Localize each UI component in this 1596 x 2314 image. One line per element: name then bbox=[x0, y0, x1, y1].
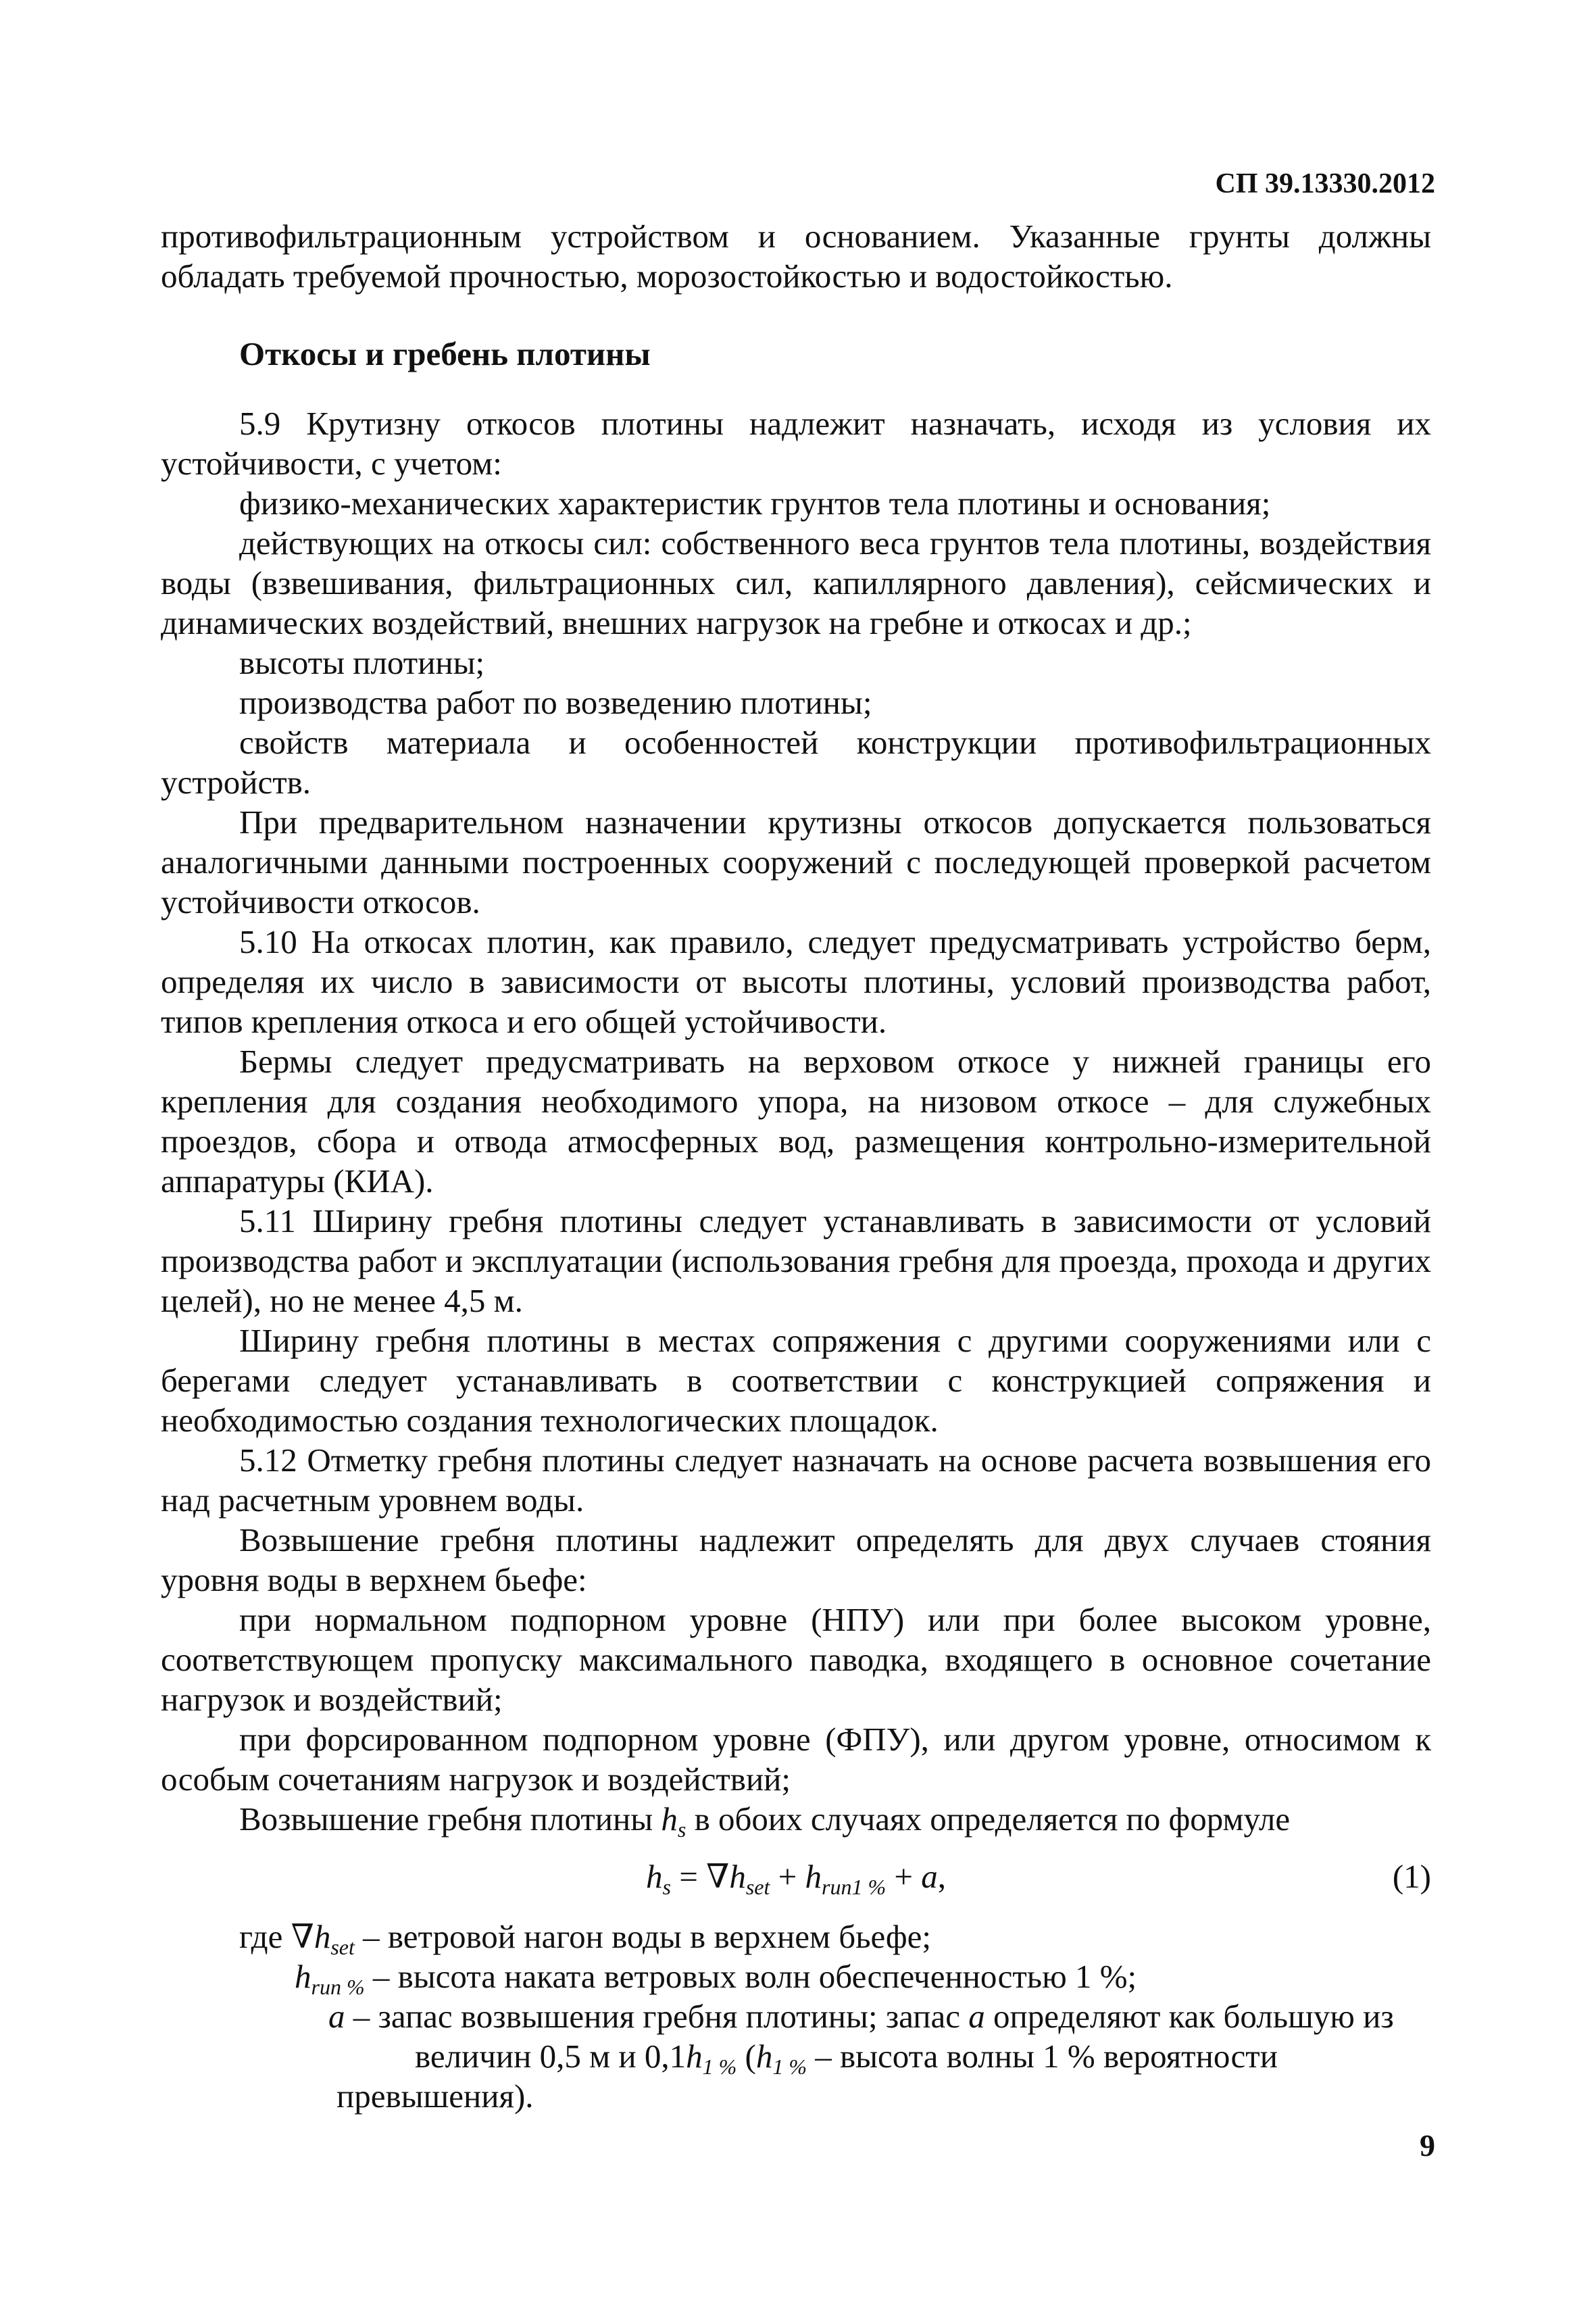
paragraph: Возвышение гребня плотины надлежит определять для двух случаев стояния уровня воды в верхнем бьефе: bbox=[161, 1521, 1431, 1598]
subscript: set bbox=[745, 1875, 770, 1899]
paragraph: 5.9 Крутизну откосов плотины надлежит назначать, исходя из условия их устойчивости, с учетом: bbox=[161, 405, 1431, 482]
paragraph: действующих на откосы сил: собственного веса грунтов тела плотины, воздействия воды (взвешивания, фильтрационных сил, капиллярного давления), сейсмических и динамических воздействий, внешних нагрузок на гребне и откосах и др.; bbox=[161, 524, 1431, 641]
formula-1 bbox=[161, 1856, 1431, 1899]
text: величин 0,5 м и 0,1 bbox=[415, 2038, 687, 2075]
where-item-a bbox=[161, 1996, 1431, 2036]
where-item-a-continued bbox=[161, 2036, 1431, 2116]
punctuation: , bbox=[937, 1858, 946, 1895]
text: где ∇ bbox=[239, 1918, 314, 1955]
subscript: 1 % bbox=[702, 2054, 737, 2079]
where-item-set bbox=[161, 1917, 1431, 1959]
paragraph: Бермы следует предусматривать на верховом откосе у нижней границы его крепления для создания необходимого упора, на низовом откосе – для служебных проездов, сбора и отвода атмосферных вод, размещения контрольно-измерительной аппаратуры (КИА). bbox=[161, 1043, 1431, 1200]
text: – высота наката ветровых волн обеспеченностью 1 %; bbox=[364, 1958, 1137, 1995]
variable: a bbox=[968, 1998, 985, 2035]
page-number: 9 bbox=[1420, 2128, 1435, 2163]
text: – высота волны 1 % вероятности превышения). bbox=[336, 2038, 1278, 2115]
formula-intro bbox=[161, 1799, 1431, 1842]
operator: = ∇ bbox=[670, 1858, 730, 1895]
paragraph: Ширину гребня плотины в местах сопряжения с другими сооружениями или с берегами следует устанавливать в соответствии с конструкцией сопряжения и необходимостью создания технологических площадок. bbox=[161, 1322, 1431, 1439]
section-title: Откосы и гребень плотины bbox=[239, 335, 651, 372]
subscript: run1 % bbox=[822, 1875, 887, 1899]
operator: + bbox=[770, 1858, 805, 1895]
paragraph: 5.12 Отметку гребня плотины следует назначать на основе расчета возвышения его над расчетным уровнем воды. bbox=[161, 1442, 1431, 1519]
variable: h bbox=[646, 1858, 663, 1895]
paragraph: 5.10 На откосах плотин, как правило, следует предусматривать устройство берм, определяя их число в зависимости от высоты плотины, условий производства работ, типов крепления откоса и его общей устойчивости. bbox=[161, 923, 1431, 1040]
variable: a bbox=[921, 1858, 938, 1895]
paragraph: при нормальном подпорном уровне (НПУ) или при более высоком уровне, соответствующем пропуску максимального паводка, входящего в основное сочетание нагрузок и воздействий; bbox=[161, 1601, 1431, 1718]
paragraph: физико-механических характеристик грунтов тела плотины и основания; bbox=[239, 485, 1271, 522]
formula-number: (1) bbox=[1392, 1858, 1431, 1895]
subscript: s bbox=[677, 1817, 687, 1842]
variable: a bbox=[328, 1998, 345, 2035]
variable: h bbox=[729, 1858, 746, 1895]
text: – запас возвышения гребня плотины; запас bbox=[345, 1998, 969, 2035]
paragraph: При предварительном назначении крутизны откосов допускается пользоваться аналогичными данными построенных сооружений с последующей проверкой расчетом устойчивости откосов. bbox=[161, 804, 1431, 920]
variable: h bbox=[295, 1958, 311, 1995]
paragraph: свойств материала и особенностей конструкции противофильтрационных устройств. bbox=[161, 724, 1431, 801]
text: определяют как большую из bbox=[984, 1998, 1394, 2035]
variable: h bbox=[661, 1800, 678, 1838]
text: в обоих случаях определяется по формуле bbox=[686, 1800, 1291, 1838]
variable: h bbox=[805, 1858, 822, 1895]
text: Возвышение гребня плотины bbox=[239, 1800, 662, 1838]
subscript: set bbox=[330, 1935, 355, 1959]
page-content bbox=[161, 216, 1431, 2116]
variable: h bbox=[686, 2038, 703, 2075]
subscript: 1 % bbox=[772, 2054, 807, 2079]
paragraph: высоты плотины; bbox=[239, 644, 485, 681]
paragraph: противофильтрационным устройством и основанием. Указанные грунты должны обладать требуемой прочностью, морозостойкостью и водостойкостью. bbox=[161, 218, 1431, 295]
paragraph: при форсированном подпорном уровне (ФПУ), или другом уровне, относимом к особым сочетаниям нагрузок и воздействий; bbox=[161, 1721, 1431, 1798]
paragraph: производства работ по возведению плотины; bbox=[239, 684, 872, 721]
paragraph: 5.11 Ширину гребня плотины следует устанавливать в зависимости от условий производства работ и эксплуатации (использования гребня для проезда, прохода и других целей), но не менее 4,5 м. bbox=[161, 1202, 1431, 1319]
where-item-run bbox=[161, 1956, 1431, 1999]
variable: h bbox=[755, 2038, 773, 2075]
variable: h bbox=[314, 1918, 331, 1955]
subscript: run % bbox=[311, 1975, 365, 1999]
text: – ветровой нагон воды в верхнем бьефе; bbox=[354, 1918, 932, 1955]
operator: + bbox=[886, 1858, 922, 1895]
subscript: s bbox=[662, 1875, 671, 1899]
text: ( bbox=[737, 2038, 756, 2075]
document-code: СП 39.13330.2012 bbox=[1215, 168, 1435, 199]
